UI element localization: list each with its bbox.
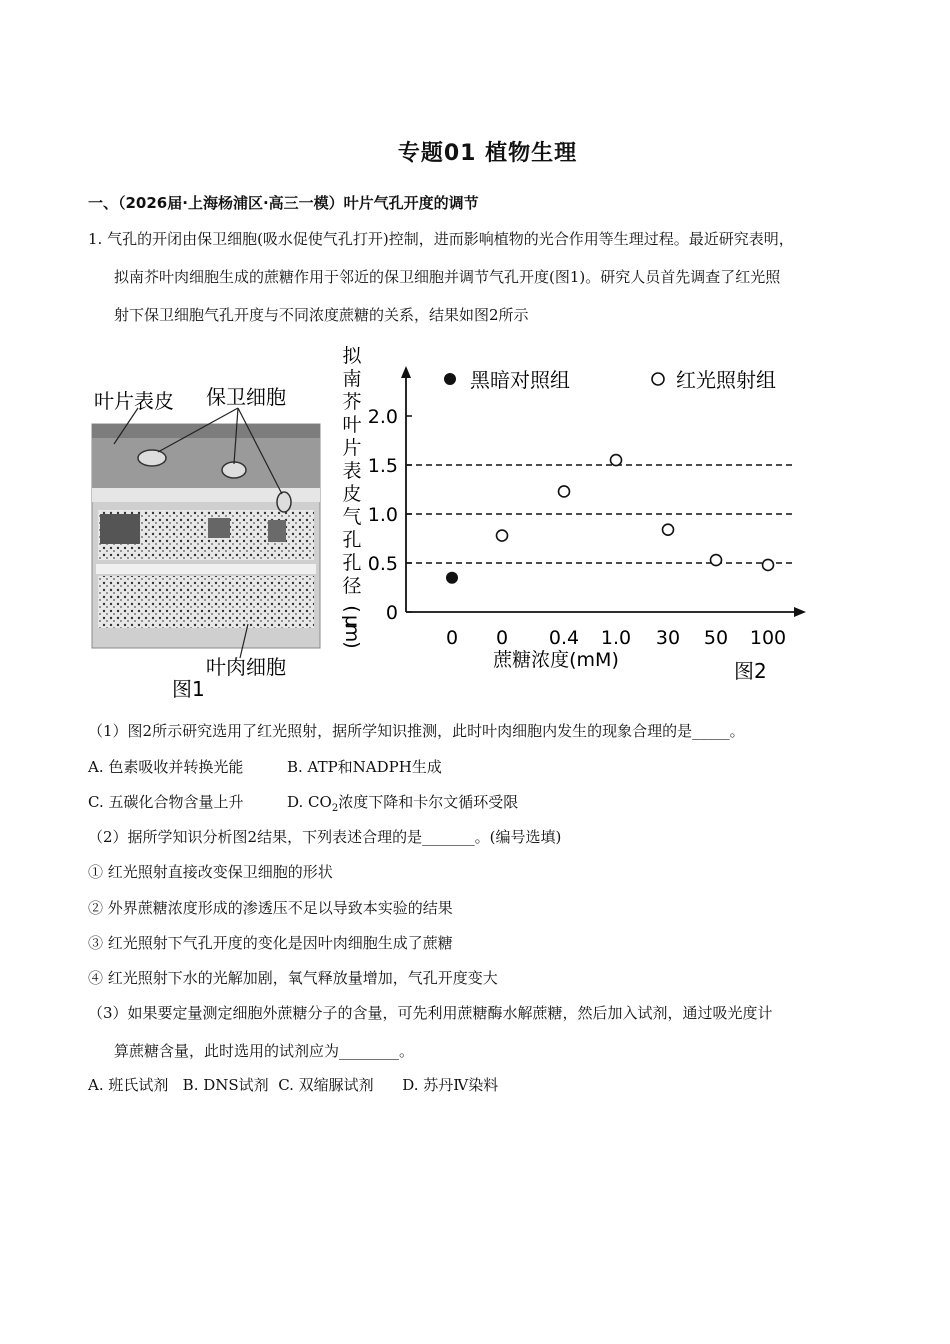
chart-plot-area: [368, 366, 806, 649]
chart-x-tick-label: 30: [655, 627, 681, 649]
chart-y-label-char: 孔: [342, 552, 362, 574]
legend-label-red: 红光照射组: [676, 368, 776, 392]
sub2-statement-4: ④ 红光照射下水的光解加剧，氧气释放量增加，气孔开度变大: [88, 969, 498, 987]
figure-1-caption: 图1: [172, 677, 205, 701]
sub1-option-c: C. 五碳化合物含量上升: [88, 793, 244, 811]
sub2-stem: （2）据所学知识分析图2结果，下列表述合理的是_______。(编号选填): [88, 828, 562, 846]
chart-point-red-light: [763, 559, 774, 570]
chart-y-label-char: (: [341, 605, 363, 613]
guard-cell-3: [277, 492, 291, 512]
section-heading: 一、（2026届·上海杨浦区·高三一模）叶片气孔开度的调节: [88, 194, 479, 212]
sub2-statement-2: ② 外界蔗糖浓度形成的渗透压不足以导致本实验的结果: [88, 899, 453, 917]
chart-point-red-light: [559, 486, 570, 497]
chart-y-axis-arrow: [401, 366, 411, 378]
chart-x-tick-label: 50: [703, 627, 729, 649]
chart-y-label-char: ): [341, 641, 363, 649]
chart-x-axis-arrow: [794, 607, 806, 617]
chart-point-red-light: [711, 555, 722, 566]
figure-1-leaf-section: [88, 378, 328, 708]
chart-y-label-char: 南: [342, 368, 362, 390]
chart-y-tick-label: 2.0: [367, 406, 398, 428]
chart-y-label-char: m: [341, 623, 363, 643]
chart-y-label-char: 径: [342, 575, 362, 597]
legend-marker-red: [652, 373, 664, 385]
chart-point-dark-control: [446, 572, 458, 584]
chart-y-label-char: μ: [341, 614, 363, 628]
chart-y-tick-label: 1.5: [367, 455, 398, 477]
chart-x-axis-label: 蔗糖浓度(mM): [493, 649, 619, 671]
chart-y-label-char: 表: [342, 460, 362, 482]
chart-y-label-char: 皮: [342, 483, 362, 505]
sub2-statement-3: ③ 红光照射下气孔开度的变化是因叶肉细胞生成了蔗糖: [88, 934, 453, 952]
intro-line-3: 射下保卫细胞气孔开度与不同浓度蔗糖的关系，结果如图2所示: [114, 306, 529, 324]
chart-point-red-light: [497, 530, 508, 541]
chart-x-tick-label: 0.4: [548, 627, 580, 649]
chart-y-label-char: 片: [342, 437, 362, 459]
figure-2-chart: [336, 340, 816, 700]
chart-x-tick-label: 100: [749, 627, 787, 649]
question-1-intro: [88, 220, 878, 334]
chart-point-red-light: [663, 524, 674, 535]
chart-y-label-char: 孔: [342, 529, 362, 551]
legend-marker-dark: [444, 373, 456, 385]
legend-label-dark: 黑暗对照组: [470, 368, 570, 392]
label-mesophyll: 叶肉细胞: [206, 655, 286, 679]
sub1-option-d-pre: D. CO: [287, 793, 332, 811]
chart-x-tick-label: 0: [445, 627, 459, 649]
chart-y-label-char: 叶: [342, 414, 362, 436]
guard-cell-2: [222, 462, 246, 478]
sub3-options: A. 班氏试剂 B. DNS试剂 C. 双缩脲试剂 D. 苏丹Ⅳ染料: [88, 1076, 499, 1094]
chart-y-tick-label: 0.5: [367, 553, 398, 575]
chart-y-tick-label: 1.0: [367, 504, 398, 526]
sub1-option-d-post: 浓度下降和卡尔文循环受限: [338, 793, 519, 811]
sub2-statement-1: ① 红光照射直接改变保卫细胞的形状: [88, 863, 333, 881]
chart-y-tick-label: 0: [385, 602, 398, 624]
chart-y-label-char: 芥: [342, 391, 362, 413]
label-epidermis: 叶片表皮: [94, 389, 174, 413]
sub1-option-b: B. ATP和NADPH生成: [287, 758, 442, 776]
chart-legend: [444, 368, 776, 392]
palisade-mesophyll: [98, 576, 314, 628]
sub3-stem-line-1: （3）如果要定量测定细胞外蔗糖分子的含量，可先利用蔗糖酶水解蔗糖，然后加入试剂，通过吸光度计: [88, 1004, 773, 1022]
intro-line-2: 拟南芥叶肉细胞生成的蔗糖作用于邻近的保卫细胞并调节气孔开度(图1)。研究人员首先调查了红光照: [114, 268, 781, 286]
chart-y-label-char: 拟: [342, 345, 362, 367]
label-guard-cell: 保卫细胞: [206, 385, 286, 409]
page-title: 专题01 植物生理: [397, 141, 578, 166]
sub1-option-a: A. 色素吸收并转换光能: [88, 758, 244, 776]
chart-x-tick-label: 1.0: [600, 627, 632, 649]
figure-2-caption: 图2: [734, 659, 767, 683]
intro-line-1: 1. 气孔的开闭由保卫细胞(吸水促使气孔打开)控制，进而影响植物的光合作用等生理过程。最近研究表明，: [88, 230, 794, 248]
sub1-option-d: [287, 791, 518, 814]
sub3-stem-line-2: 算蔗糖含量，此时选用的试剂应为________。: [114, 1042, 415, 1060]
sub1-option-d-subscript: 2: [331, 803, 339, 814]
chart-point-red-light: [611, 455, 622, 466]
guard-cell-1: [138, 450, 166, 466]
sub1-stem: （1）图2所示研究选用了红光照射，据所学知识推测，此时叶肉细胞内发生的现象合理的是_____。: [88, 722, 745, 740]
chart-x-tick-label: 0: [495, 627, 509, 649]
chart-y-label-char: 气: [342, 506, 362, 528]
